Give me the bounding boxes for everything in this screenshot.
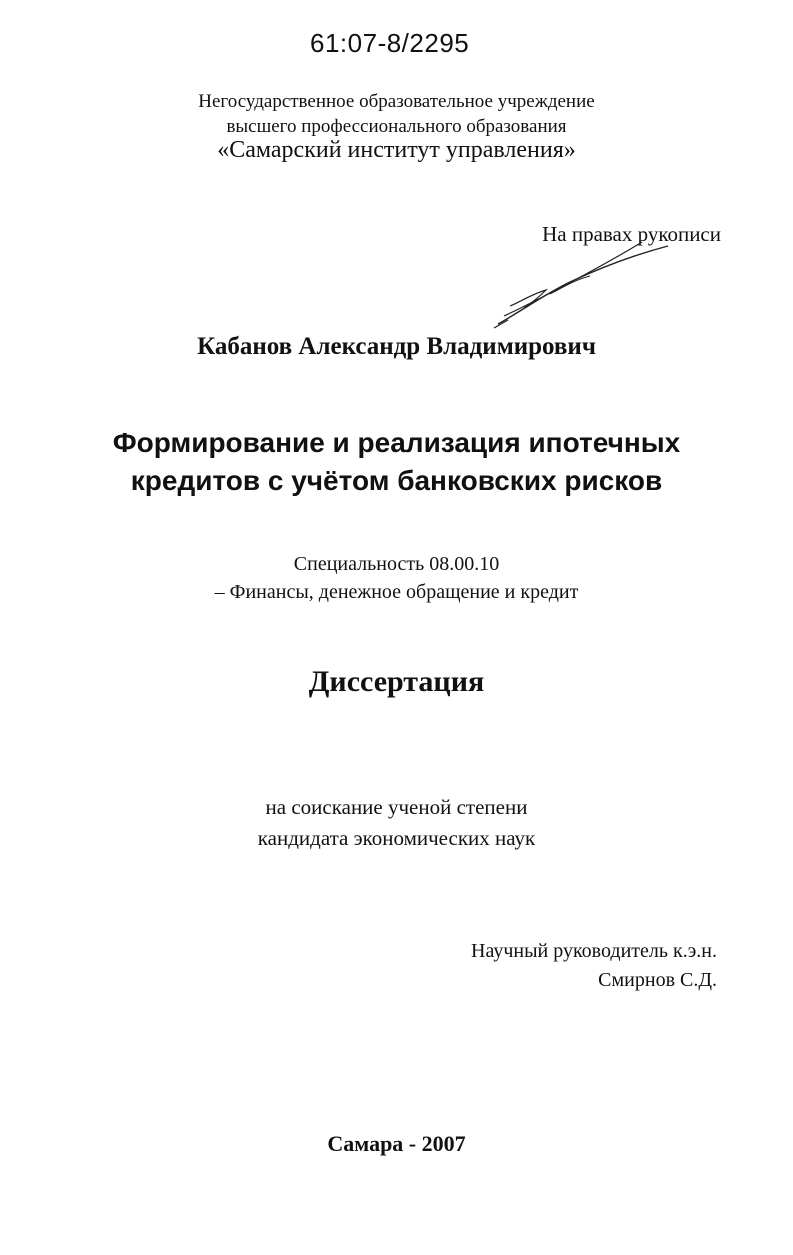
degree-line-2: кандидата экономических наук [257,826,536,850]
institution-line-2: высшего профессионального образования [226,116,567,137]
title-line-2: кредитов с учётом банковских рисков [130,465,663,496]
institution-name: «Самарский институт управления» [217,137,576,163]
city-year: Самара - 2007 [327,1131,466,1156]
dissertation-title [0,424,793,500]
specialty-name: – Финансы, денежное обращение и кредит [214,581,579,603]
author-name: Кабанов Александр Владимирович [197,333,596,360]
advisor-name: Смирнов С.Д. [598,969,717,991]
title-line-1: Формирование и реализация ипотечных [112,427,681,458]
institution-line-1: Негосударственное образовательное учреждение [198,91,595,112]
archive-stamp: 61:07-8/2295 [310,28,470,58]
advisor-role: Научный руководитель к.э.н. [471,940,717,962]
manuscript-rights-label: На правах рукописи [542,222,721,246]
handwritten-signature [490,232,680,332]
document-type: Диссертация [308,665,485,698]
specialty-code: Специальность 08.00.10 [293,553,500,575]
degree-line-1: на соискание ученой степени [265,795,528,819]
